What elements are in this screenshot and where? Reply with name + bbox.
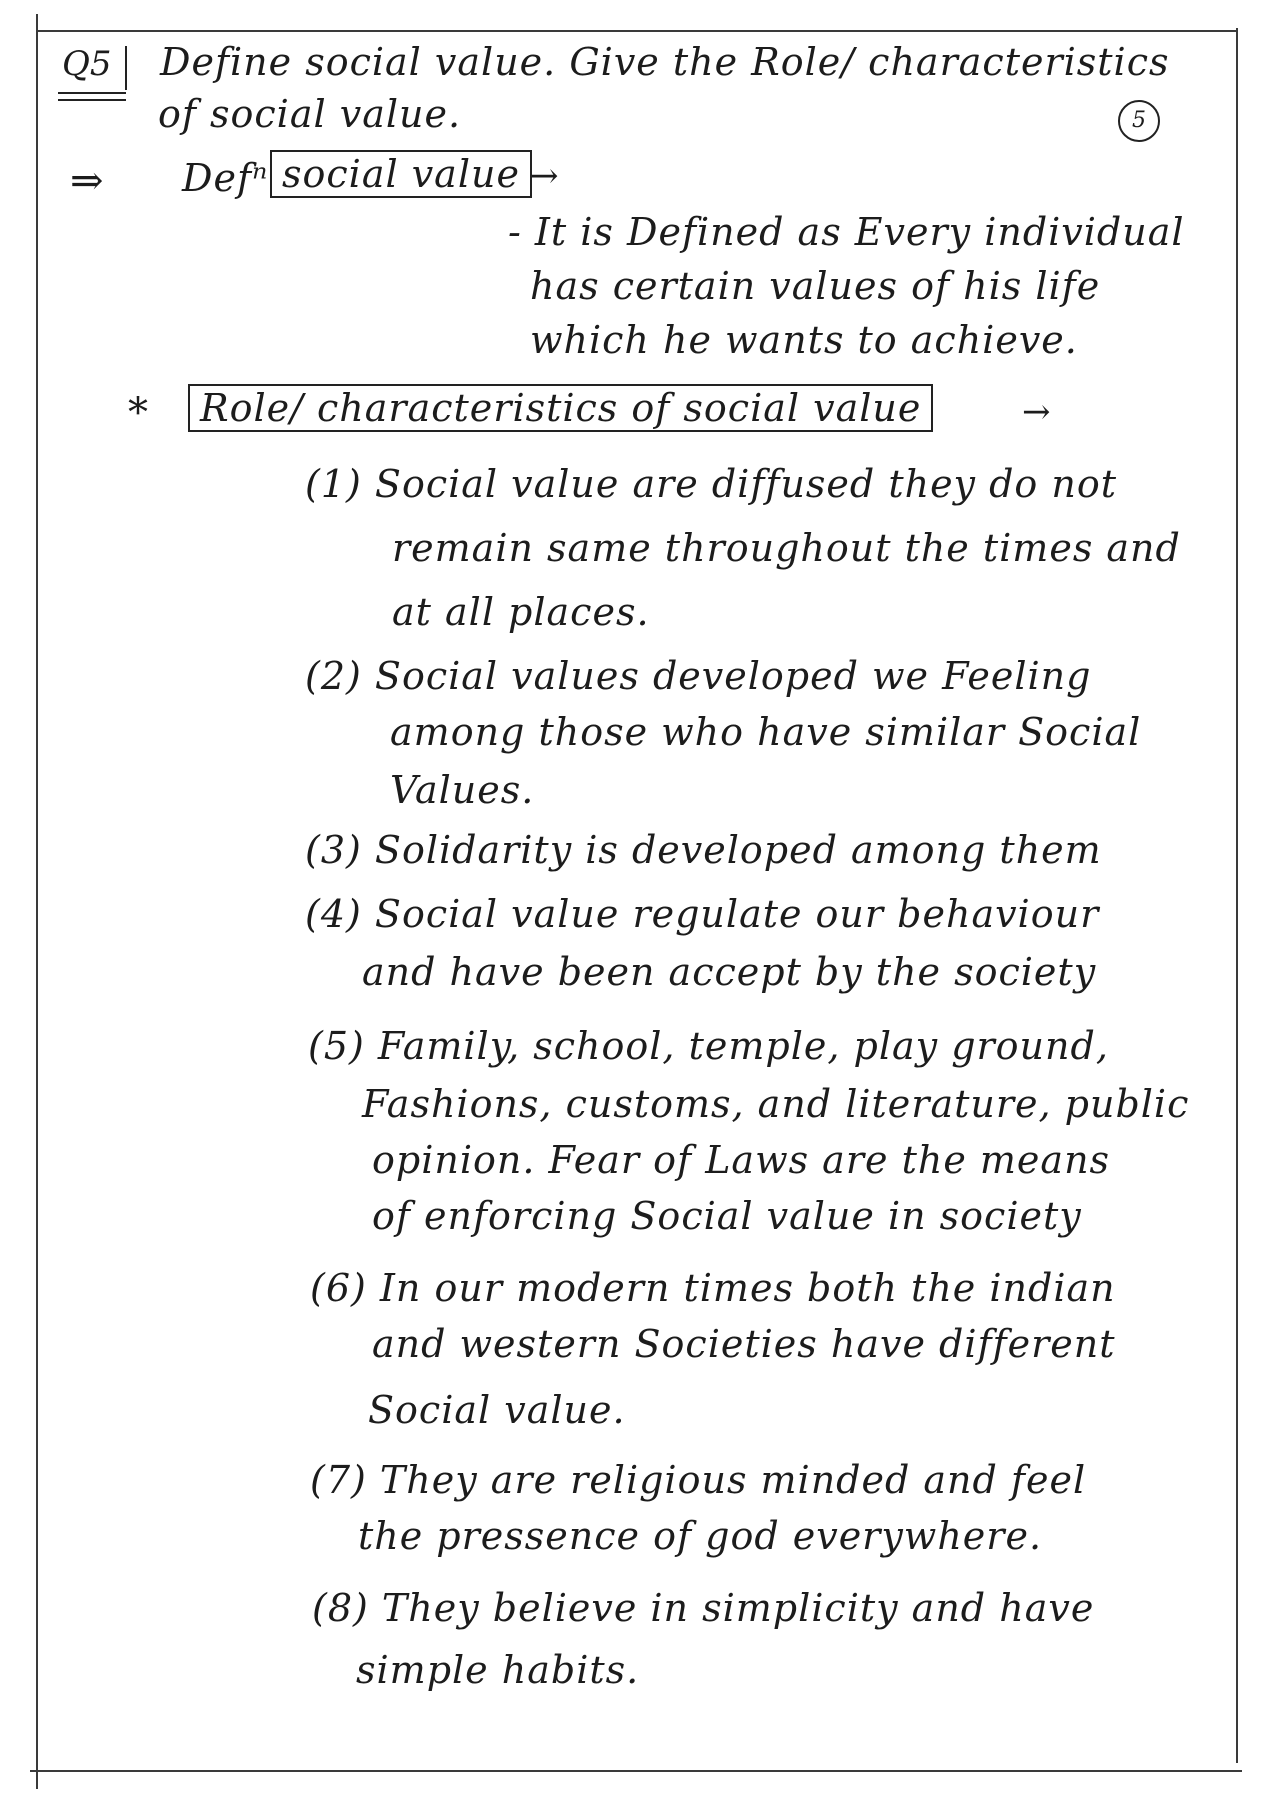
definition-arrow: → [530,156,559,196]
question-title-line-1: Define social value. Give the Role/ characteristics [160,40,1170,84]
question-title-line-2: of social value. [158,92,462,136]
point-7-line-2: the pressence of god everywhere. [358,1514,1043,1558]
implies-arrow-icon: ⇒ [70,158,104,204]
right-margin-rule [1236,28,1238,1763]
left-margin-rule [36,14,38,1789]
question-underline [58,92,126,94]
point-8-line-2: simple habits. [356,1648,640,1692]
star-bullet-icon: * [128,390,148,436]
point-4-line-1: (4) Social value regulate our behaviour [305,892,1100,936]
section-arrow: → [1022,392,1051,432]
point-5-line-2: Fashions, customs, and literature, public [362,1082,1190,1126]
marks-badge: 5 [1118,100,1160,142]
question-number-bracket [125,46,127,90]
point-1-line-3: at all places. [392,590,650,634]
point-5-line-1: (5) Family, school, temple, play ground, [308,1024,1109,1068]
point-8-line-1: (8) They believe in simplicity and have [312,1586,1095,1630]
point-5-line-3: opinion. Fear of Laws are the means [372,1138,1111,1182]
point-6-line-2: and western Societies have different [372,1322,1116,1366]
point-3-line-1: (3) Solidarity is developed among them [305,828,1102,872]
section-heading-box: Role/ characteristics of social value [188,384,933,432]
question-underline-second [58,99,126,101]
point-4-line-2: and have been accept by the society [362,950,1097,994]
point-2-line-3: Values. [390,768,535,812]
point-6-line-1: (6) In our modern times both the indian [310,1266,1116,1310]
definition-line-3: which he wants to achieve. [530,318,1078,362]
definition-line-2: has certain values of his life [530,264,1101,308]
point-2-line-2: among those who have similar Social [390,710,1142,754]
point-7-line-1: (7) They are religious minded and feel [310,1458,1087,1502]
point-5-line-4: of enforcing Social value in society [372,1194,1082,1238]
bottom-rule [30,1770,1242,1772]
point-1-line-2: remain same throughout the times and [392,526,1181,570]
point-1-line-1: (1) Social value are diffused they do not [305,462,1118,506]
definition-prefix: Defⁿ [182,156,269,200]
point-2-line-1: (2) Social values developed we Feeling [305,654,1092,698]
definition-heading-box: social value [270,150,532,198]
top-rule [36,30,1236,32]
point-6-line-3: Social value. [368,1388,626,1432]
definition-line-1: - It is Defined as Every individual [508,210,1185,254]
question-number: Q5 [62,44,112,84]
